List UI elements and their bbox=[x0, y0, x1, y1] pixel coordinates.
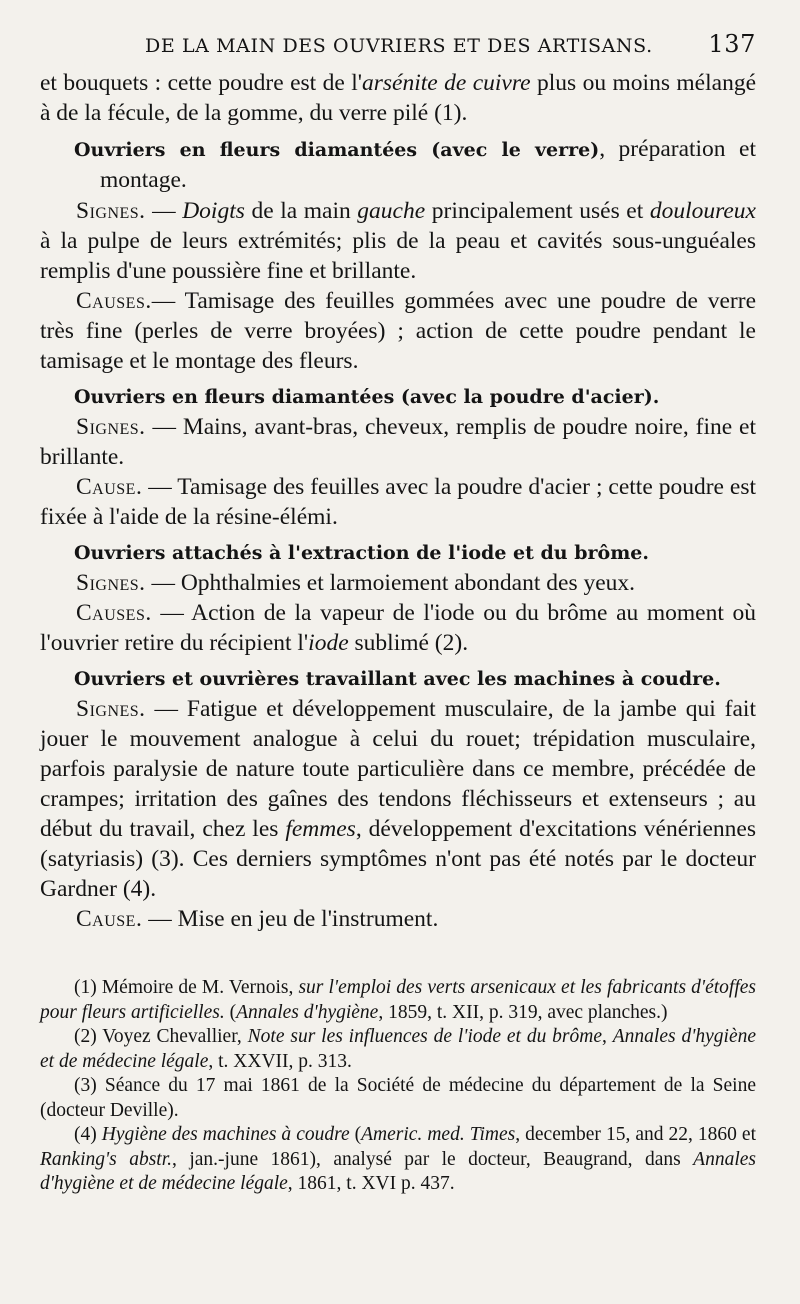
italic-title: Hygiène des machines à coudre bbox=[101, 1124, 350, 1145]
section-heading-steel bbox=[40, 382, 756, 412]
text-run: , développement d'excitations vénériennes (satyriasis) (3). Ces derniers symptômes n'ont pas été notés par le docteur Gardner (4). bbox=[40, 816, 756, 902]
heading-bold: Ouvriers et ouvrières travaillant avec les machines à coudre. bbox=[74, 668, 721, 690]
text-run: , jan.-june 1861), analysé par le docteur, Beaugrand, dans bbox=[172, 1148, 694, 1170]
paragraph-cause bbox=[40, 904, 756, 934]
paragraph-signes bbox=[40, 412, 756, 472]
paragraph-signes bbox=[40, 568, 756, 598]
label-cause: Cause. bbox=[76, 906, 143, 932]
text-run: et bouquets : cette poudre est de l' bbox=[40, 70, 362, 96]
running-title: DE LA MAIN DES OUVRIERS ET DES ARTISANS. bbox=[145, 35, 653, 57]
italic-term: arsénite de cuivre bbox=[361, 70, 531, 96]
italic-title: Annales d'hygiène et de médecine légale bbox=[40, 1026, 757, 1072]
italic-title: Annales d'hygiène et de médecine légale bbox=[40, 1148, 756, 1194]
footnotes bbox=[40, 976, 756, 1197]
paragraph-causes bbox=[40, 286, 756, 376]
paragraph-causes bbox=[40, 598, 756, 658]
running-header bbox=[145, 30, 756, 58]
italic-title: Americ. med. Times bbox=[361, 1124, 516, 1145]
text-run: — Mains, avant-bras, cheveux, remplis de poudre noire, fine et brillante. bbox=[40, 414, 756, 470]
footnote-4 bbox=[40, 1123, 756, 1197]
label-signes: Signes. bbox=[76, 570, 146, 596]
text-run: ( bbox=[224, 1001, 237, 1023]
text-run: sublimé (2). bbox=[348, 630, 469, 656]
label-causes: Causes. bbox=[76, 288, 152, 314]
label-cause: Cause. bbox=[76, 474, 143, 500]
section-heading-glass bbox=[40, 134, 756, 196]
text-run: de la main bbox=[244, 198, 358, 224]
text-run: ( bbox=[349, 1124, 362, 1145]
italic-title: Note sur les influences de l'iode et du brôme bbox=[247, 1026, 603, 1047]
section-heading-sewing bbox=[40, 664, 756, 694]
italic-term: douloureux bbox=[649, 198, 756, 224]
text-run: , bbox=[602, 1026, 613, 1047]
page-number: 137 bbox=[708, 30, 756, 58]
footnote-3: (3) Séance du 17 mai 1861 de la Société de médecine du département de la Seine (docteur Deville). bbox=[40, 1075, 756, 1121]
text-run: (2) Voyez Chevallier, bbox=[74, 1026, 248, 1047]
text-run: principalement usés et bbox=[425, 198, 650, 224]
text-run: à la pulpe de leurs extrémités; plis de la peau et cavités sous-unguéales remplis d'une poussière fine et brillante. bbox=[40, 228, 756, 284]
text-run: — Fatigue et développement musculaire, de la jambe qui fait jouer le mouvement analogue à celui du rouet; trépidation musculaire, parfois paralysie de nature toute particulière dans ce membre, précédée de crampes; irritation des gaînes des tendons fléchisseurs et extenseurs ; au début du travail, chez les bbox=[40, 696, 756, 842]
italic-title: Annales d'hygiène bbox=[236, 1001, 379, 1023]
heading-bold: Ouvriers en fleurs diamantées (avec la poudre d'acier). bbox=[74, 386, 660, 408]
text-run: (1) Mémoire de M. Vernois, bbox=[74, 977, 299, 998]
footnote-2 bbox=[40, 1025, 756, 1074]
italic-term: femmes bbox=[285, 816, 356, 842]
italic-term: Doigts bbox=[182, 198, 245, 224]
text-run: — Tamisage des feuilles avec la poudre d'acier ; cette poudre est fixée à l'aide de la résine-élémi. bbox=[40, 474, 756, 530]
text-run: — Ophthalmies et larmoiement abondant des yeux. bbox=[145, 570, 636, 596]
text-run: — Mise en jeu de l'instrument. bbox=[142, 906, 439, 932]
text-run: , 1859, t. XII, p. 319, avec planches.) bbox=[378, 1001, 668, 1023]
label-signes: Signes. bbox=[76, 414, 146, 440]
label-causes: Causes. bbox=[76, 600, 152, 626]
section-heading-iodine bbox=[40, 538, 756, 568]
text-run: — bbox=[145, 198, 183, 224]
paragraph-signes bbox=[40, 694, 756, 904]
label-signes: Signes. bbox=[76, 696, 146, 722]
text-run: , t. XXVII, p. 313. bbox=[208, 1050, 352, 1072]
paragraph-cause bbox=[40, 472, 756, 532]
paragraph-signes bbox=[40, 196, 756, 286]
label-signes: Signes. bbox=[76, 198, 146, 224]
text-run: — Tamisage des feuilles gommées avec une poudre de verre très fine (perles de verre broyées) ; action de cette poudre pendant le tamisage et le montage des fleurs. bbox=[40, 288, 756, 374]
italic-title: sur l'emploi des verts arsenicaux et les fabricants d'étoffes pour fleurs artificielles. bbox=[40, 977, 756, 1023]
heading-rest: , préparation et montage. bbox=[100, 136, 756, 193]
text-run: , 1861, t. XVI p. 437. bbox=[287, 1173, 455, 1194]
italic-title: Ranking's abstr. bbox=[40, 1148, 173, 1170]
text-run: plus ou moins mélangé à de la fécule, de la gomme, du verre pilé (1). bbox=[40, 70, 757, 126]
heading-bold: Ouvriers en fleurs diamantées (avec le verre) bbox=[74, 139, 600, 161]
paragraph-continuation bbox=[40, 68, 756, 128]
main-text bbox=[40, 68, 756, 934]
italic-term: gauche bbox=[357, 198, 426, 224]
footnote-1 bbox=[40, 976, 756, 1025]
text-run: (4) bbox=[74, 1124, 102, 1145]
text-run: , december 15, and 22, 1860 et bbox=[515, 1124, 756, 1145]
heading-bold: Ouvriers attachés à l'extraction de l'iode et du brôme. bbox=[74, 542, 650, 564]
text-run: — Action de la vapeur de l'iode ou du brôme au moment où l'ouvrier retire du récipient l' bbox=[40, 600, 756, 656]
italic-term: iode bbox=[308, 630, 349, 656]
